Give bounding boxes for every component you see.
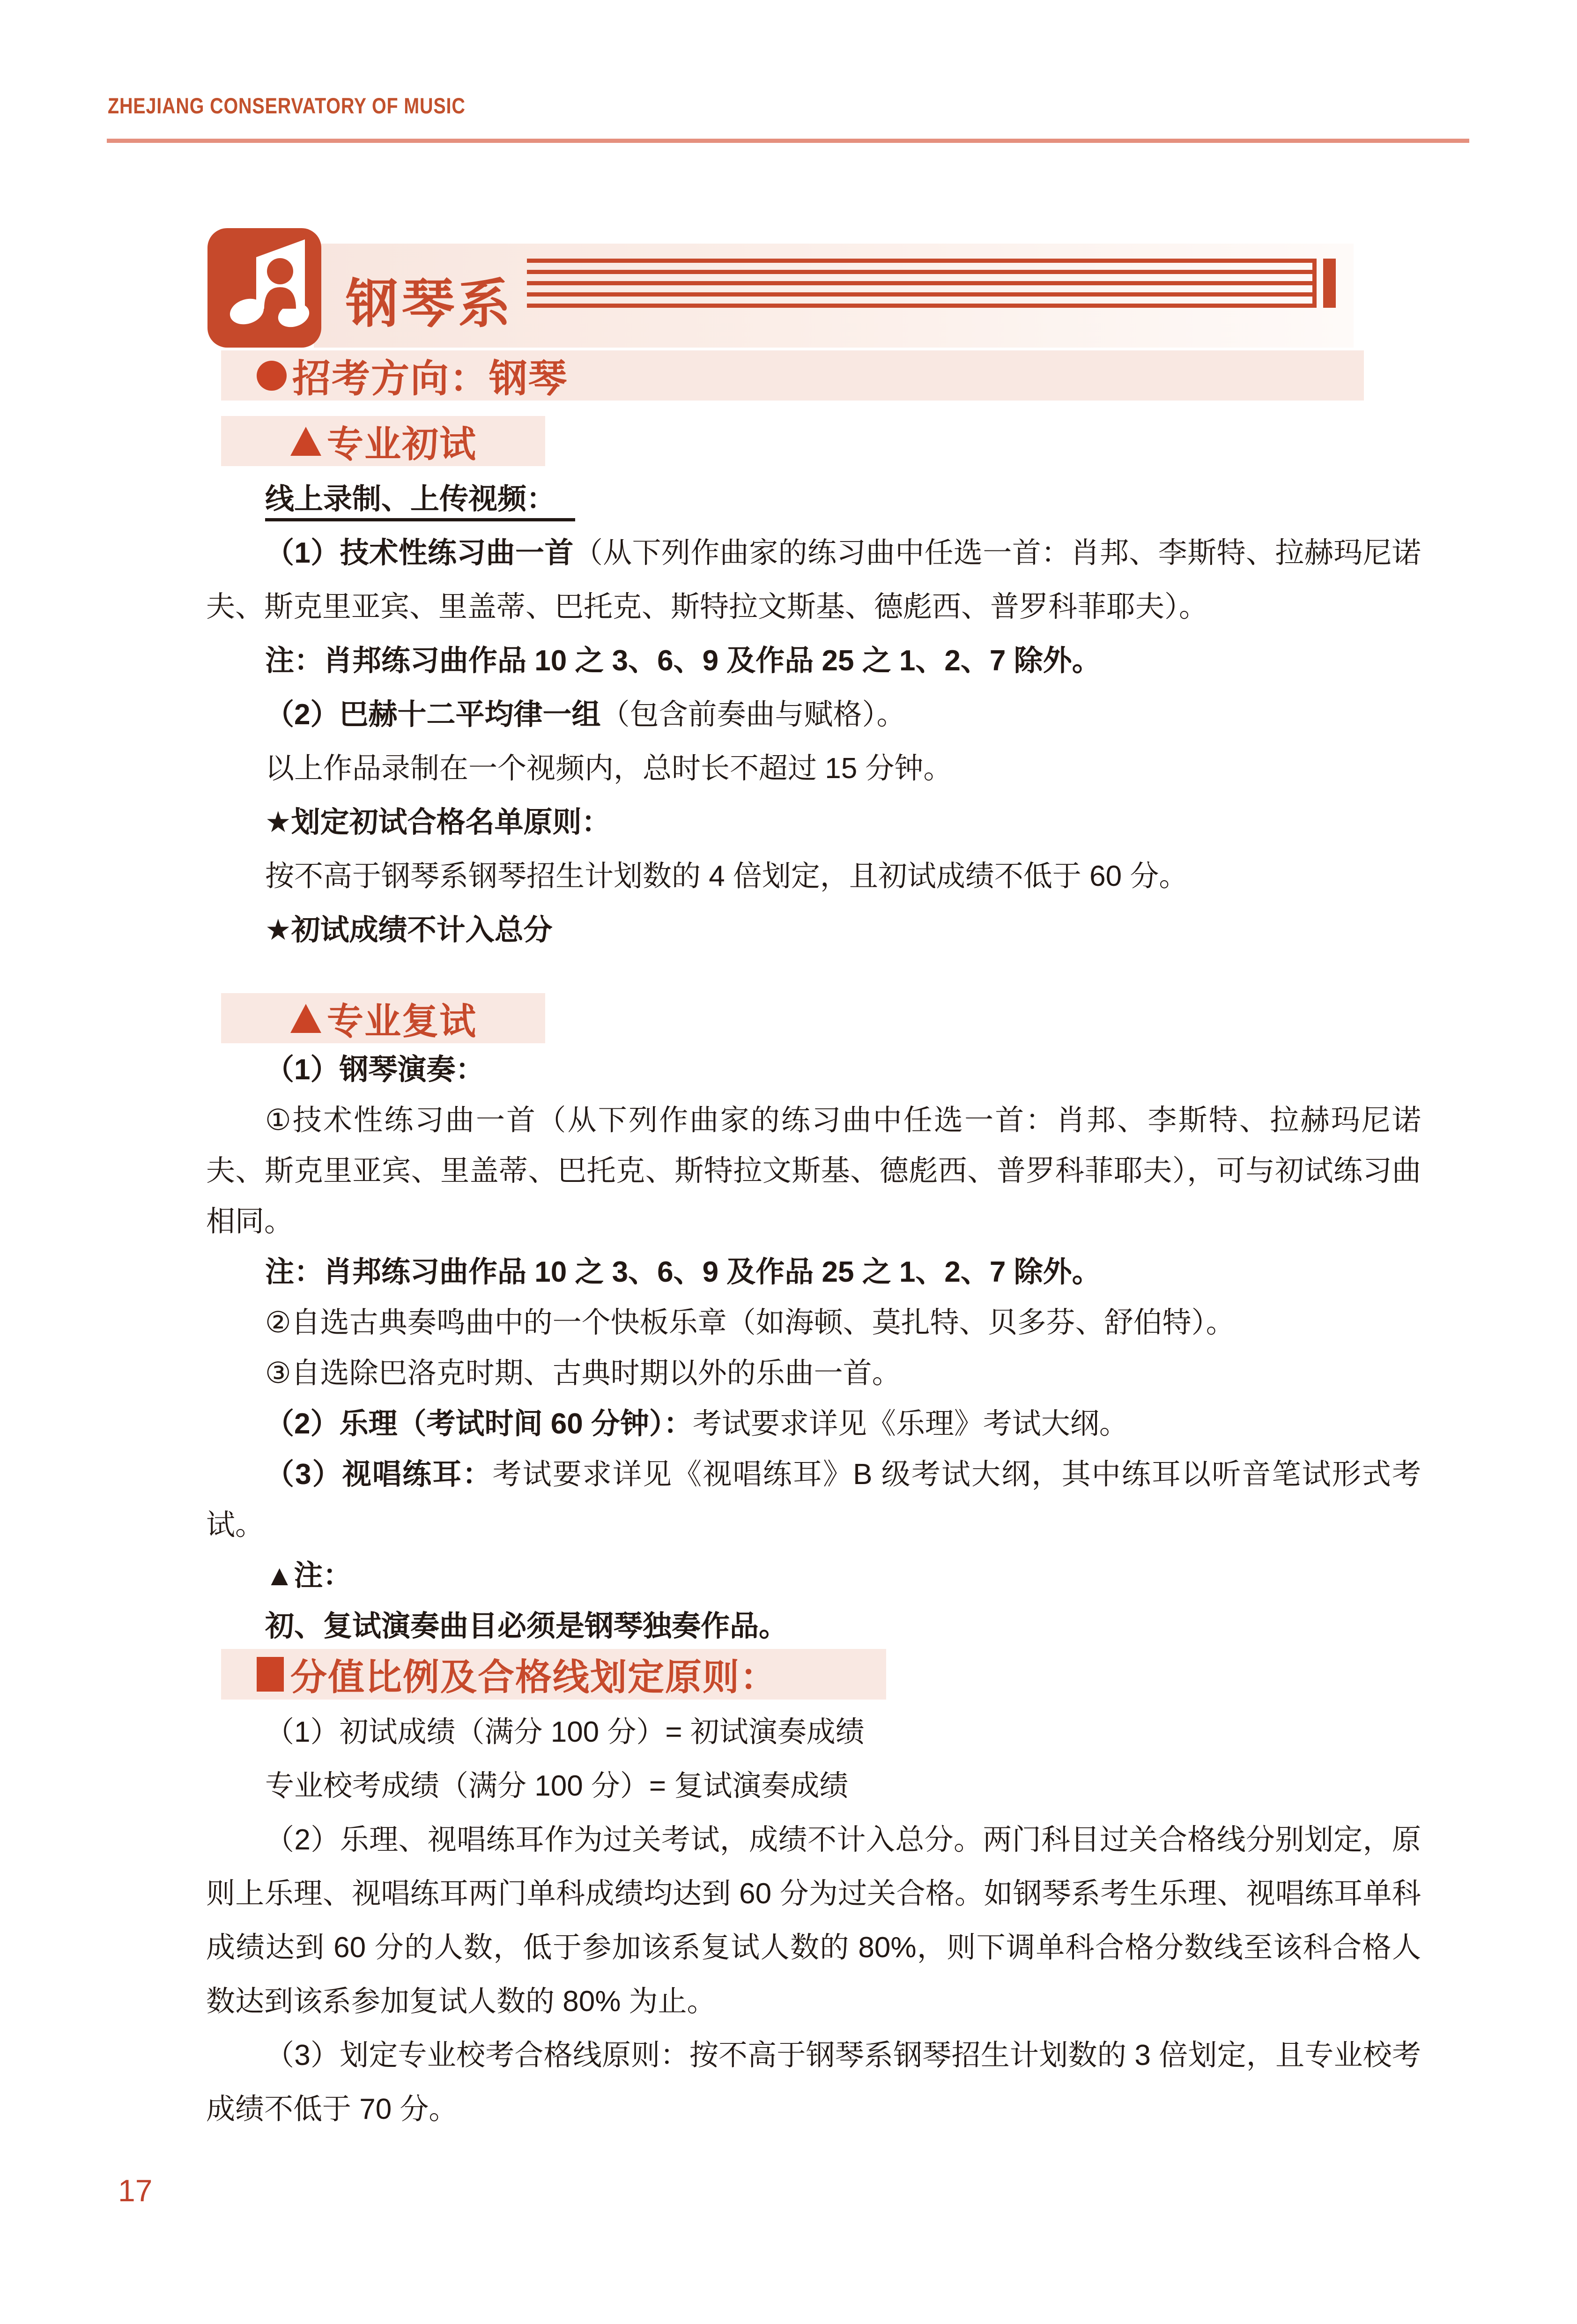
square-bullet-icon [257,1657,284,1692]
text-segment: 专业校考成绩（满分 100 分）= 复试演奏成绩 [265,1770,849,1802]
paragraph [206,688,1421,742]
text-segment: ★划定初试合格名单原则： [265,806,611,839]
paragraph [206,742,1421,795]
scoring-text-block [206,1705,1421,2136]
paragraph [206,1449,1421,1551]
paragraph [206,2028,1421,2136]
paragraph [206,472,1421,526]
staff-line [527,304,1312,308]
section-banner-scoring [221,1649,886,1700]
paragraph [206,1095,1421,1247]
section-banner-first-round [221,416,545,466]
paragraph [206,795,1421,849]
department-title-banner [0,228,1577,348]
paragraph [206,849,1421,903]
text-segment: （从下列作曲家的练习曲中任选一首：肖邦、李斯特、拉赫玛尼诺夫、斯克里亚宾、里盖蒂、巴托克、斯特拉文斯基、德彪西、普罗科菲耶夫）。 [206,537,1421,623]
staff-line [527,270,1312,274]
paragraph [206,903,1421,957]
text-segment: ▲注： [265,1559,352,1592]
text-segment: （1）钢琴演奏： [265,1054,485,1086]
staff-line [527,292,1312,297]
text-segment: 线上录制、上传视频： [265,483,575,521]
music-note-icon [207,228,321,348]
text-segment: （包含前奏曲与赋格）。 [600,698,906,731]
text-segment: 考试要求详见《乐理》考试大纲。 [692,1408,1128,1440]
section-banner-label: 专业初试 [327,423,477,465]
section-banner-admission-direction [221,350,1364,401]
text-segment: ①技术性练习曲一首（从下列作曲家的练习曲中任选一首：肖邦、李斯特、拉赫玛尼诺夫、斯克里亚宾、里盖蒂、巴托克、斯特拉文斯基、德彪西、普罗科菲耶夫），可与初试练习曲相同。 [206,1104,1421,1238]
first-round-text-block [206,472,1421,957]
paragraph [206,634,1421,688]
second-round-text-block [206,1045,1421,1652]
staff-barline-thin [1312,259,1317,308]
text-segment: 注：肖邦练习曲作品 10 之 3、6、9 及作品 25 之 1、2、7 除外。 [265,1256,1101,1288]
text-segment: ②自选古典奏鸣曲中的一个快板乐章（如海顿、莫扎特、贝多芬、舒伯特）。 [265,1307,1235,1339]
text-segment: ③自选除巴洛克时期、古典时期以外的乐曲一首。 [265,1357,901,1389]
text-segment: 注：肖邦练习曲作品 10 之 3、6、9 及作品 25 之 1、2、7 除外。 [265,645,1101,677]
text-segment: 按不高于钢琴系钢琴招生计划数的 4 倍划定，且初试成绩不低于 60 分。 [265,860,1188,892]
text-segment: （2）乐理（考试时间 60 分钟）： [265,1408,693,1440]
staff-line [527,281,1312,285]
section-banner-label: 招考方向：钢琴 [292,357,568,400]
music-staff-decoration [527,259,1336,308]
page-title: ZHEJIANG CONSERVATORY OF MUSIC [108,93,466,118]
triangle-bullet-icon [290,1004,321,1033]
paragraph [206,1399,1421,1449]
paragraph [206,526,1421,634]
paragraph [206,1601,1421,1652]
text-segment: （1）初试成绩（满分 100 分）= 初试演奏成绩 [265,1716,865,1748]
paragraph [206,1813,1421,2028]
paragraph [206,1247,1421,1298]
page-number: 17 [118,2173,153,2208]
circle-bullet-icon [257,361,287,391]
text-segment: （1）技术性练习曲一首 [265,537,574,569]
paragraph [206,1551,1421,1601]
text-segment: 初、复试演奏曲目必须是钢琴独奏作品。 [265,1610,788,1642]
section-banner-label: 专业复试 [327,1000,477,1042]
paragraph [206,1348,1421,1399]
text-segment: 以上作品录制在一个视频内，总时长不超过 15 分钟。 [265,752,953,785]
department-title: 钢琴系 [346,275,514,333]
text-segment: （3）视唱练耳： [265,1458,493,1491]
staff-barline-thick [1323,259,1336,308]
staff-line [527,259,1312,263]
paragraph [206,1759,1421,1813]
text-segment: （2）巴赫十二平均律一组 [265,698,601,731]
text-segment: （3）划定专业校考合格线原则：按不高于钢琴系钢琴招生计划数的 3 倍划定，且专业校考成绩不低于 70 分。 [206,2039,1421,2125]
text-segment: 考试要求详见《视唱练耳》B 级考试大纲，其中练耳以听音笔试形式考试。 [206,1458,1421,1541]
paragraph [206,1045,1421,1095]
section-banner-second-round [221,993,545,1043]
triangle-bullet-icon [290,427,321,456]
text-segment: ★初试成绩不计入总分 [265,914,553,946]
paragraph [206,1298,1421,1348]
paragraph [206,1705,1421,1759]
header-divider [107,139,1469,143]
section-banner-label: 分值比例及合格线划定原则： [290,1656,778,1698]
text-segment: （2）乐理、视唱练耳作为过关考试，成绩不计入总分。两门科目过关合格线分别划定，原则上乐理、视唱练耳两门单科成绩均达到 60 分为过关合格。如钢琴系考生乐理、视唱练耳单科成绩达到 60 分的人数，低于参加该系复试人数的 80%，则下调单科合格分数线至该科合格人数达到该系参加复试人数的 80% 为止。 [206,1824,1421,2018]
